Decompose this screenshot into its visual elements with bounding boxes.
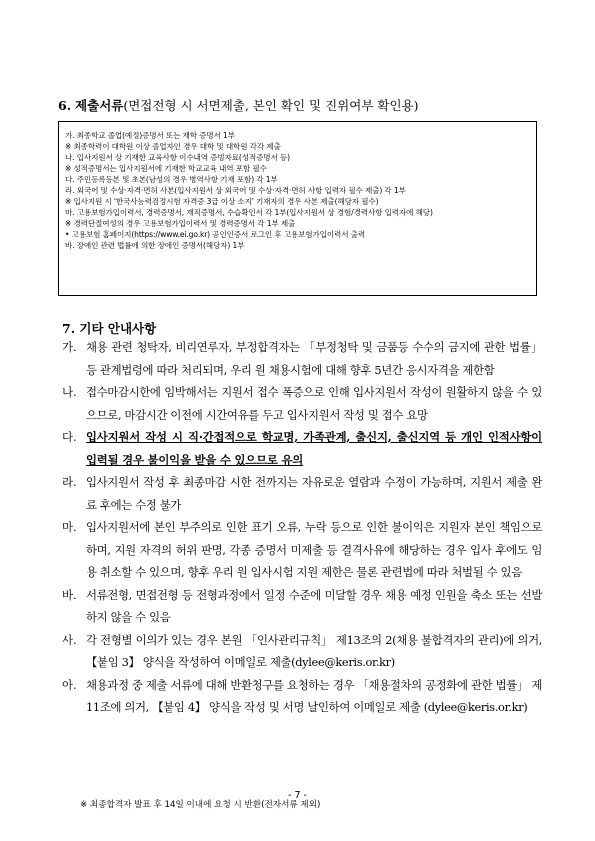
return-note: ※ 최종합격자 발표 후 14일 이내에 요청 시 반환(전자서류 제외)	[80, 800, 321, 810]
notice-item-text: 입사지원서 작성 후 최종마감 시한 전까지는 자유로운 열람과 수정이 가능하며, 지원서 제출 완료 후에는 수정 불가	[86, 475, 542, 512]
notice-item-text: 서류전형, 면접전형 등 전형과정에서 일정 수준에 미달할 경우 채용 예정 인원을 축소 또는 선발하지 않을 수 있음	[86, 587, 542, 624]
notice-item-text: 채용과정 중 제출 서류에 대해 반환청구를 요청하는 경우 「채용절차의 공정화에 관한 법률」 제11조에 의거, 【붙임 4】 양식을 작성 및 서명 날인하여 이메일로 제출 (dylee@keris.or.kr)	[86, 677, 542, 714]
notice-item	[62, 584, 542, 629]
notice-item	[62, 426, 542, 471]
notice-item-label: 다.	[62, 430, 77, 444]
document-line: 가. 최종학교 졸업(예정)증명서 또는 재학 증명서 1부	[65, 131, 235, 140]
document-line: ※ 입사지원 시 '한국사능력검정시험 자격증 3급 이상 소지' 기재자의 경우 사본 제출(해당자 필수)	[65, 197, 379, 207]
notice-item	[62, 516, 542, 584]
document-line: ※ 최종학력이 대학원 이상 졸업자인 경우 대학 및 대학원 각각 제출	[65, 142, 281, 152]
notice-item-label: 가.	[62, 340, 77, 354]
section-title: 제출서류	[75, 98, 124, 113]
notice-item-text: 채용 관련 청탁자, 비리연루자, 부정합격자는 「부정청탁 및 금품등 수수의 금지에 관한 법률」 등 관계법령에 따라 처리되며, 우리 원 채용시험에 대해 향후 5년간 응시자격을 제한함	[86, 340, 542, 377]
section-6-heading	[58, 96, 418, 114]
required-documents-box	[58, 121, 537, 296]
notice-item-text: 입사지원서 작성 시 직·간접적으로 학교명, 가족관계, 출신지, 출신지역 등 개인 인적사항이 입력될 경우 불이익을 받을 수 있으므로 유의	[86, 430, 542, 467]
notice-list	[62, 336, 542, 719]
page-number: - 7 -	[288, 790, 307, 801]
document-line: 다. 주민등록등본 및 초본(남성의 경우 병역사항 기재 포함) 각 1부	[65, 175, 278, 185]
document-line: ※ 성적증명서는 입사지원서에 기재한 학교교육 내역 포함 필수	[65, 164, 267, 174]
notice-item-label: 마.	[62, 520, 77, 534]
notice-item-label: 사.	[62, 632, 77, 647]
section-subtitle: (면접전형 시 서면제출, 본인 확인 및 진위여부 확인용)	[123, 98, 419, 113]
notice-item	[62, 471, 542, 516]
document-line: 나. 입사지원서 상 기재한 교육사항 이수내역 증빙자료(성적증명서 등)	[65, 153, 290, 163]
notice-item	[62, 629, 542, 674]
section-number: 6.	[58, 98, 72, 113]
notice-item	[62, 381, 542, 426]
notice-item	[62, 674, 542, 719]
document-line: 바. 장애인 관련 법률에 의한 장애인 증명서(해당자) 1부	[65, 241, 245, 251]
notice-item-label: 나.	[62, 385, 77, 399]
notice-item-text: 각 전형별 이의가 있는 경우 본원 「인사관리규칙」 제13조의 2(채용 불합격자의 관리)에 의거, 【붙임 3】 양식을 작성하여 이메일로 제출(dylee@keris.or.kr)	[86, 632, 542, 669]
document-line: 마. 고용보험가입이력서, 경력증명서, 재직증명서, 수습확인서 각 1부(입사지원서 상 경험/경력사항 입력자에 해당)	[65, 208, 433, 218]
notice-item	[62, 336, 542, 381]
notice-item-text: 입사지원서에 본인 부주의로 인한 표기 오류, 누락 등으로 인한 불이익은 지원자 본인 책임으로 하며, 지원 자격의 허위 판명, 각종 증명서 미제출 등 결격사유에 해당하는 경우 입사 후에도 임용 취소할 수 있으며, 향후 우리 원 입사시험 지원 제한은 물론 관련법에 따라 처벌될 수 있음	[86, 520, 542, 579]
notice-item-label: 바.	[62, 587, 77, 602]
document-line: ※ 경력단절여성의 경우 고용보험가입이력서 및 경력증명서 각 1부 제출	[65, 219, 296, 229]
document-line: 라. 외국어 및 수상·자격·면허 사본(입사지원서 상 외국어 및 수상·자격·면허 사항 입력자 필수 제출) 각 1부	[65, 186, 406, 196]
document-line: • 고용보험 홈페이지(https://www.ei.go.kr) 공인인증서 로그인 후 고용보험가입이력서 출력	[65, 230, 366, 240]
notice-item-text: 접수마감시한에 임박해서는 지원서 접수 폭증으로 인해 입사지원서 작성이 원활하지 않을 수 있으므로, 마감시간 이전에 시간여유를 두고 입사지원서 작성 및 접수 요망	[86, 385, 542, 422]
notice-item-label: 라.	[62, 475, 77, 489]
section-7-heading: 7. 기타 안내사항	[62, 321, 157, 336]
notice-item-label: 아.	[62, 677, 77, 692]
